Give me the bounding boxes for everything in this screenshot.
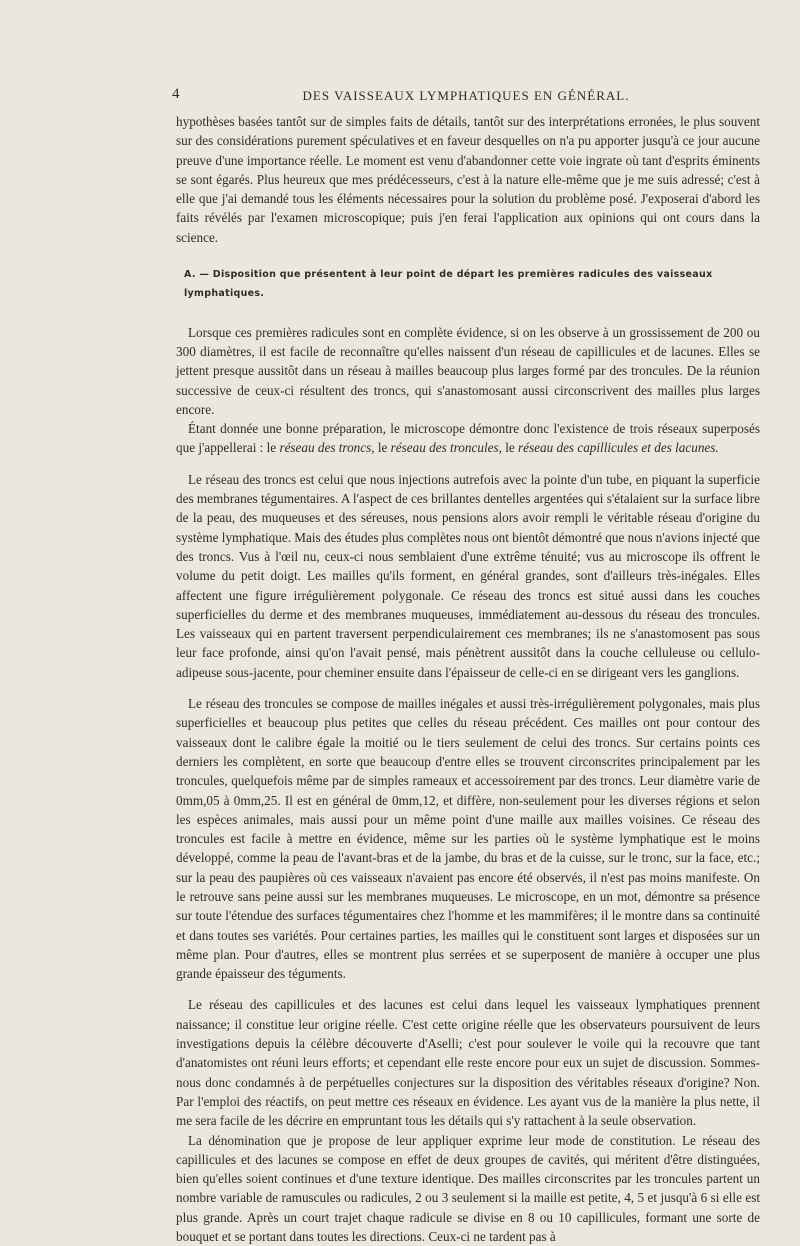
network-name-troncs: réseau des troncs xyxy=(279,440,372,456)
running-head: DES VAISSEAUX LYMPHATIQUES EN GÉNÉRAL. xyxy=(302,88,630,103)
page-body xyxy=(176,112,760,1246)
section-heading: A. — Disposition que présentent à leur point de départ les premières radicules des vaisseaux lymphatiques. xyxy=(184,269,713,300)
network-separator: , le xyxy=(498,440,519,456)
page-number: 4 xyxy=(172,86,180,102)
three-networks-lead: Étant donnée une bonne préparation, le microscope démontre donc l'existence de trois réseaux superposés que j'appellerai : le xyxy=(176,421,760,456)
paragraph-three-networks xyxy=(176,419,760,458)
paragraph-radicules: Lorsque ces premières radicules sont en complète évidence, si on les observe à un grossissement de 200 ou 300 diamètres, il est facile de reconnaître qu'elles naissent d'un réseau de capillicules et de lacunes. Elles se jettent presque aussitôt dans un réseau à mailles beaucoup plus larges formé par des troncules. De la réunion successive de ceux-ci résultent des troncs, qui s'anastomosant aussi circonscrivent des mailles plus larges encore. xyxy=(176,324,760,417)
network-name-troncules: réseau des troncules xyxy=(390,440,499,456)
network-name-capillicules: réseau des capillicules et des lacunes. xyxy=(518,440,719,456)
paragraph-denomination: La dénomination que je propose de leur appliquer exprime leur mode de constitution. Le réseau des capillicules et des lacunes se compose en effet de deux groupes de cavités, qui méritent d'être distinguées, bien qu'elles soient continues et d'une texture identique. Des mailles circonscrites par les troncules partent un nombre variable de ramuscules ou radicules, 2 ou 3 seulement si la maille est petite, 4, 5 et jusqu'à 6 si elle est plus grande. Après un court trajet chaque radicule se divise en 8 ou 10 capillicules, formant une sorte de bouquet et se portant dans toutes les directions. Ceux-ci ne tardent pas à xyxy=(176,1132,760,1245)
page-header xyxy=(172,86,760,106)
paragraph-reseau-des-troncs: Le réseau des troncs est celui que nous injections autrefois avec la pointe d'un tube, en piquant la superficie des membranes tégumentaires. A l'aspect de ces brillantes dentelles argentées qui s'étalaient sur la surface libre de la peau, des muqueuses et des séreuses, nous pensions alors avoir rempli le véritable réseau d'origine du système lymphatique. Mais des études plus complètes nous ont bientôt démontré que nous n'avions injecté que des troncs. Vus à l'œil nu, ceux-ci nous semblaient d'une extrême ténuité; vus au microscope ils offrent le volume du petit doigt. Les mailles qu'ils forment, en général grandes, sont d'ailleurs très-inégales. Elles affectent une figure irrégulièrement polygonale. Ce réseau des troncs est situé aussi dans les couches superficielles du derme et des membranes muqueuses, immédiatement au-dessous du réseau des troncules. Les vaisseaux qui en partent traversent perpendiculairement ces membranes; ils ne s'anastomosent pas sous leur face profonde, ainsi qu'on l'avait pensé, mais pénètrent aussitôt dans la couche celluleuse ou cellulo-adipeuse sous-jacente, pour cheminer ensuite dans l'épaisseur de celle-ci en se dirigeant vers les ganglions. xyxy=(176,471,760,680)
paragraph-reseau-des-troncules: Le réseau des troncules se compose de mailles inégales et aussi très-irrégulièrement polygonales, mais plus superficielles et beaucoup plus petites que celles du réseau précédent. Ces mailles ont pour contour des vaisseaux dont le calibre égale la moitié ou le tiers seulement de celui des troncs. Sur certains points ces derniers les complètent, en sorte que beaucoup d'entre elles se trouvent circonscrites principalement par les troncules, quelquefois même par de simples rameaux et accessoirement par des troncs. Leur diamètre varie de 0mm,05 à 0mm,25. Il est en général de 0mm,12, et diffère, non-seulement pour les diverses régions et selon les espèces animales, mais aussi pour un même point d'une maille aux mailles voisines. Ce réseau des troncules est facile à mettre en évidence, même sur les parties où le système lymphatique est le moins développé, comme la peau de l'avant-bras et de la jambe, du bras et de la cuisse, sur le tronc, sur la face, etc.; sur la peau des paupières où ces vaisseaux n'avaient pas encore été observés, il n'est pas moins manifeste. On le retrouve sans peine aussi sur les membranes muqueuses. Le microscope, en un mot, démontre sa présence sur toute l'étendue des surfaces tégumentaires chez l'homme et les mammifères; il le montre dans sa continuité et dans toutes ses variétés. Pour certaines parties, les mailles qui le constituent sont larges et disposées sur un même plan. Pour d'autres, elles se montrent plus serrées et se superposent de manière à occuper une plus grande épaisseur des téguments. xyxy=(176,696,760,982)
paragraph-reseau-des-capillicules: Le réseau des capillicules et des lacunes est celui dans lequel les vaisseaux lymphatiques prennent naissance; il constitue leur origine réelle. C'est cette origine réelle que les observateurs poursuivent de leurs investigations depuis la célèbre découverte d'Aselli; c'est pour soulever le voile qui la recouvre que tant d'anatomistes ont réuni leurs efforts; et cependant elle reste encore pour eux un sujet de discussion. Sommes-nous donc condamnés à de perpétuelles conjectures sur la disposition des véritables réseaux d'origine? Non. Par l'emploi des réactifs, on peut mettre ces réseaux en évidence. Les ayant vus de la manière la plus nette, il me sera facile de les décrire en empruntant tous les détails qui s'y rattachent à la seule observation. xyxy=(176,997,760,1129)
network-separator: , le xyxy=(371,440,391,456)
paragraph-intro-continuation: hypothèses basées tantôt sur de simples faits de détails, tantôt sur des interprétations erronées, le plus souvent sur des considérations purement spéculatives et en faveur desquelles on n'a pu apporter jusqu'à ce jour aucune preuve d'une importance réelle. Le moment est venu d'abandonner cette voie ingrate où tant d'esprits éminents se sont égarés. Plus heureux que mes prédécesseurs, c'est à la nature elle-même que je me suis adressé; c'est à elle que j'ai demandé tous les éléments nécessaires pour la solution du problème posé. J'exposerai d'abord les faits révélés par l'examen microscopique; puis j'en ferai l'application aux opinions qui ont cours dans la science. xyxy=(176,114,760,245)
